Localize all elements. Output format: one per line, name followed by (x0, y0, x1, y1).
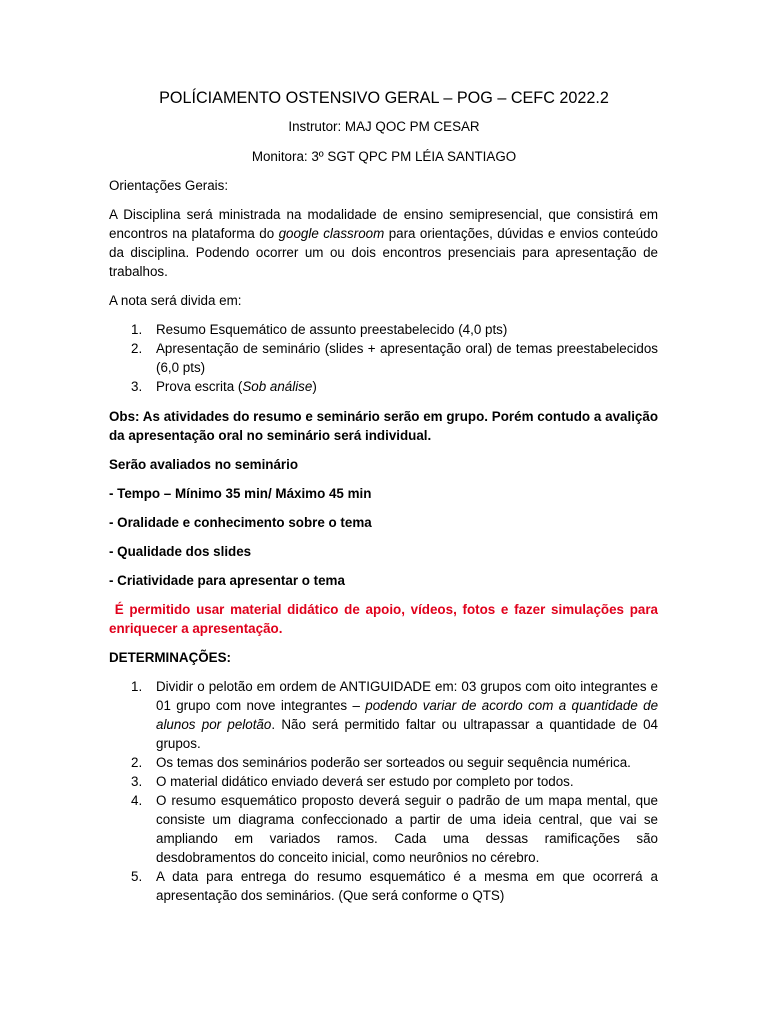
list-number: 1. (131, 322, 143, 337)
list-number: 3. (131, 774, 143, 789)
list-item-text: O material didático enviado deverá ser estudo por completo por todos. (156, 774, 574, 789)
list-item-text: O resumo esquemático proposto deverá seguir o padrão de um mapa mental, que consiste um diagrama confeccionado a partir de uma ideia central, que vai se ampliando em variados ramos. Cada uma dessas ramificações são desdobramentos do conceito inicial, como neurônios no cérebro. (156, 793, 658, 865)
list-item-text-pre: Prova escrita ( (156, 379, 243, 394)
list-number: 1. (131, 679, 143, 694)
list-item-text-post: . Não será permitido faltar ou ultrapassar a quantidade de 04 grupos. (156, 717, 659, 751)
determination-item (109, 867, 658, 905)
list-item-text-em: Sob análise (242, 379, 313, 394)
list-number: 2. (131, 341, 143, 356)
grade-item (109, 320, 658, 339)
determination-item (109, 772, 658, 791)
grade-list (109, 320, 658, 396)
list-item-text: Os temas dos seminários poderão ser sorteados ou seguir sequência numérica. (156, 755, 631, 770)
determination-item (109, 753, 658, 772)
list-item-text: Resumo Esquemático de assunto preestabelecido (4,0 pts) (156, 322, 508, 337)
determinations-heading: DETERMINAÇÕES: (109, 650, 232, 665)
list-number: 2. (131, 755, 143, 770)
intro-platform-name: google classroom (278, 226, 385, 241)
list-item-text-pre: Dividir o pelotão em ordem de ANTIGUIDADE em: 03 grupos com oito integrantes e 01 grupo com nove integrantes – (156, 679, 658, 713)
list-item-text: A data para entrega do resumo esquemático é a mesma em que ocorrerá a apresentação dos seminários. (Que será conforme o QTS) (156, 869, 658, 903)
determination-item (109, 677, 658, 753)
evaluated-item: - Qualidade dos slides (109, 544, 252, 559)
allowed-notice: É permitido usar material didático de apoio, vídeos, fotos e fazer simulações para enriquecer a apresentação. (109, 602, 662, 636)
intro-text-part2: para orientações, dúvidas e envios conteúdo da disciplina. Podendo ocorrer um ou dois encontros presenciais para apresentação de trabalhos. (109, 226, 659, 279)
monitor-line: Monitora: 3º SGT QPC PM LÉIA SANTIAGO (251, 149, 517, 164)
evaluated-item: - Tempo – Mínimo 35 min/ Máximo 45 min (109, 486, 372, 501)
evaluated-heading: Serão avaliados no seminário (109, 457, 299, 472)
general-guidelines-heading: Orientações Gerais: (109, 178, 229, 193)
determination-item (109, 791, 658, 867)
grade-heading: A nota será divida em: (109, 293, 242, 308)
document-title: POLÍCIAMENTO OSTENSIVO GERAL – POG – CEFC 2022.2 (159, 89, 609, 107)
grade-item (109, 339, 658, 377)
evaluated-item: - Oralidade e conhecimento sobre o tema (109, 515, 372, 530)
intro-paragraph (109, 205, 658, 281)
observation-paragraph: Obs: As atividades do resumo e seminário serão em grupo. Porém contudo a avalição da apresentação oral no seminário será individual. (109, 409, 658, 443)
list-item-text: Apresentação de seminário (slides + apresentação oral) de temas preestabelecidos (6,0 pts) (156, 341, 658, 375)
intro-text-part1: A Disciplina será ministrada na modalidade de ensino semipresencial, que consistirá em encontros na plataforma do (109, 207, 658, 241)
list-number: 4. (131, 793, 143, 808)
list-item-text-post: ) (312, 379, 317, 394)
evaluated-item: - Criatividade para apresentar o tema (109, 573, 345, 588)
list-number: 3. (131, 379, 143, 394)
list-number: 5. (131, 869, 143, 884)
list-item-text-em: podendo variar de acordo com a quantidade de alunos por pelotão (156, 698, 659, 732)
determinations-list (109, 677, 658, 905)
grade-item (109, 377, 658, 396)
instructor-line: Instrutor: MAJ QOC PM CESAR (288, 119, 480, 134)
